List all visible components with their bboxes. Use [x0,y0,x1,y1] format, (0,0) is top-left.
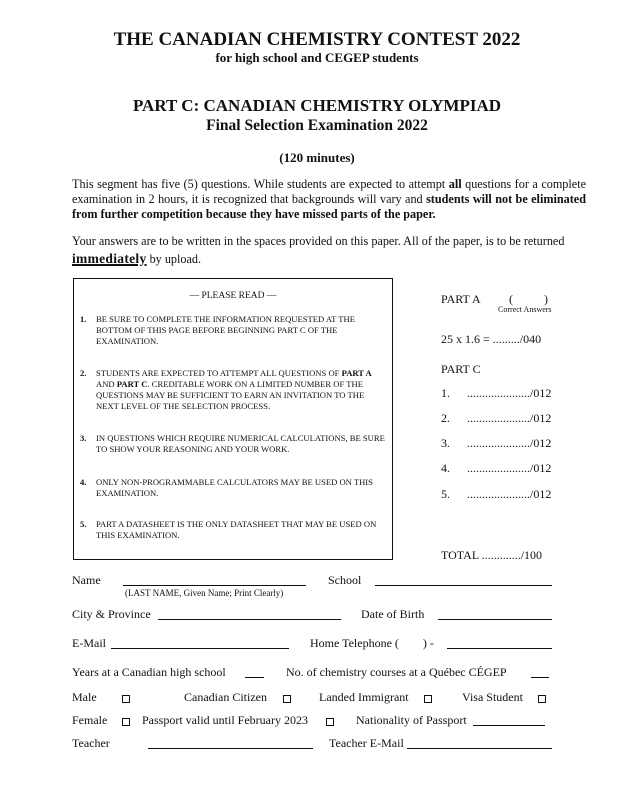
intro-paragraph [72,177,586,222]
female-checkbox[interactable] [122,718,130,726]
name-field[interactable] [123,585,306,586]
instruction-text: ONLY NON-PROGRAMMABLE CALCULATORS MAY BE USED ON THIS EXAMINATION. [96,477,373,498]
contest-subtitle: for high school and CEGEP students [215,50,419,65]
intro-bold-statement: students will not be eliminated from further competition because they have missed parts of the paper. [72,192,586,221]
contest-title: THE CANADIAN CHEMISTRY CONTEST 2022 [113,29,521,50]
instruction-text-part: STUDENTS ARE EXPECTED TO ATTEMPT ALL QUESTIONS OF [96,368,342,378]
correct-answers-label: Correct Answers [498,305,552,314]
instruction-number: 2. [80,368,87,378]
instruction-number: 4. [80,477,87,487]
question-score[interactable]: ...................../012 [467,461,552,475]
female-label: Female [72,713,108,727]
question-score-row[interactable] [441,487,551,502]
question-number: 4. [441,461,450,475]
email-label: E-Mail [72,636,106,650]
instructions-title: — PLEASE READ — [189,291,277,301]
question-number: 2. [441,411,450,425]
school-field[interactable] [375,585,552,586]
email-field[interactable] [111,648,289,649]
home-telephone-separator: ) - [422,636,434,650]
teacher-email-label: Teacher E-Mail [329,736,404,750]
question-score-row[interactable] [441,461,551,476]
instruction-bold-part-a: PART A [341,368,372,378]
teacher-label: Teacher [72,736,110,750]
male-checkbox[interactable] [122,695,130,703]
city-label: City & Province [72,607,151,621]
male-label: Male [72,690,97,704]
question-score[interactable]: ...................../012 [467,386,552,400]
answers-paragraph [72,233,592,268]
question-score[interactable]: ...................../012 [467,487,552,501]
instruction-text [96,368,388,412]
intro-text: This segment has five (5) questions. While students are expected to attempt [72,177,449,191]
exam-title: Final Selection Examination 2022 [206,117,428,134]
visa-student-label: Visa Student [462,690,523,704]
canadian-citizen-label: Canadian Citizen [184,690,267,704]
dob-label: Date of Birth [361,607,425,621]
intro-bold-all: all [448,177,462,191]
answers-text: by upload. [146,252,202,266]
nationality-label: Nationality of Passport [356,713,467,727]
intro-text: questions for a complete examination in 2 hours, it is recognized that backgrounds will vary and [72,177,586,206]
instruction-text-part: AND [96,379,117,389]
correct-answers-field[interactable]: ( ) [509,292,548,306]
question-number: 3. [441,436,450,450]
question-score[interactable]: ...................../012 [467,436,552,450]
landed-immigrant-checkbox[interactable] [424,695,432,703]
question-number: 1. [441,386,450,400]
instruction-text-part: . CREDITABLE WORK ON A LIMITED NUMBER OF THE QUESTIONS MAY BE SUFFICIENT TO EARN AN INVITATION TO THE NEXT LEVEL OF THE SELECTION PROCESS. [96,379,365,411]
answers-text: Your answers are to be written in the spaces provided on this paper. All of the paper, is to be returned [72,234,565,248]
total-score[interactable]: TOTAL ............./100 [441,548,543,562]
instruction-number: 3. [80,433,87,443]
question-score[interactable]: ...................../012 [467,411,552,425]
question-number: 5. [441,487,450,501]
visa-student-checkbox[interactable] [538,695,546,703]
courses-field[interactable] [531,677,549,678]
city-field[interactable] [158,619,341,620]
teacher-field[interactable] [148,748,313,749]
home-telephone-label [310,636,434,651]
question-score-row[interactable] [441,386,551,401]
years-field[interactable] [245,677,264,678]
years-label: Years at a Canadian high school [72,665,226,679]
part-a-label: PART A [441,292,481,306]
home-telephone-field[interactable] [447,648,552,649]
instruction-text: BE SURE TO COMPLETE THE INFORMATION REQUESTED AT THE BOTTOM OF THIS PAGE BEFORE BEGINNING PART C OF THE EXAMINATION. [96,314,355,346]
dob-field[interactable] [438,619,552,620]
instruction-bold-part-c: PART C [116,379,148,389]
school-label: School [328,573,362,587]
passport-label: Passport valid until February 2023 [142,713,308,727]
part-c-label: PART C [441,362,481,376]
question-score-row[interactable] [441,411,551,426]
nationality-field[interactable] [473,725,545,726]
instruction-number: 1. [80,314,87,324]
part-title: PART C: CANADIAN CHEMISTRY OLYMPIAD [132,96,502,115]
instruction-text: IN QUESTIONS WHICH REQUIRE NUMERICAL CALCULATIONS, BE SURE TO SHOW YOUR REASONING AND YOUR WORK. [96,433,385,454]
canadian-citizen-checkbox[interactable] [283,695,291,703]
name-hint: (LAST NAME, Given Name; Print Clearly) [125,588,284,598]
duration: (120 minutes) [279,150,355,165]
home-telephone-text: Home Telephone ( [310,636,399,650]
name-label: Name [72,573,101,587]
courses-label: No. of chemistry courses at a Québec CÉGEP [286,665,507,679]
landed-immigrant-label: Landed Immigrant [319,690,409,704]
passport-checkbox[interactable] [326,718,334,726]
immediately-emphasis: immediately [72,251,147,266]
teacher-email-field[interactable] [407,748,552,749]
instruction-number: 5. [80,519,87,529]
instructions-box [73,278,393,560]
question-score-row[interactable] [441,436,551,451]
part-a-score[interactable]: 25 x 1.6 = ........./040 [441,332,542,346]
instruction-text: PART A DATASHEET IS THE ONLY DATASHEET THAT MAY BE USED ON THIS EXAMINATION. [96,519,377,540]
